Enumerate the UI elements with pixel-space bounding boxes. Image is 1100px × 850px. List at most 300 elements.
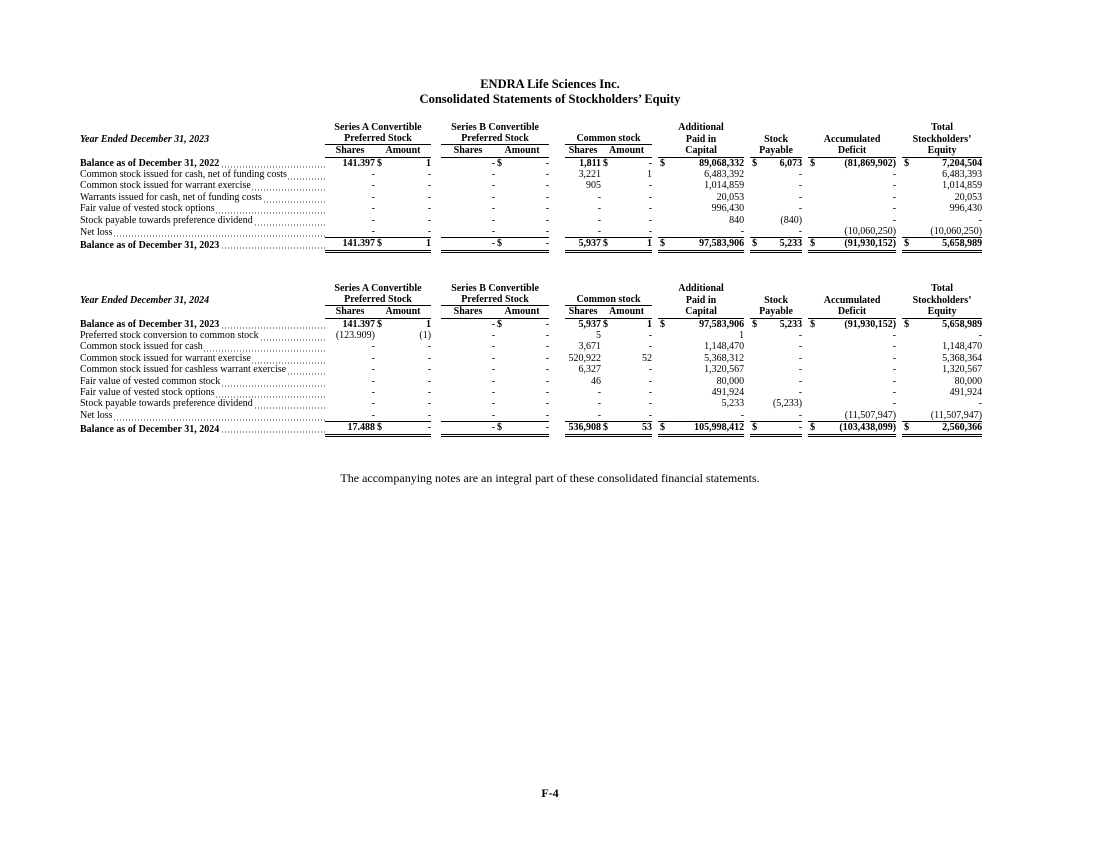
a-sh-cell: - — [371, 341, 375, 353]
b-dol-cell — [495, 203, 509, 214]
row-label-cell — [80, 341, 325, 352]
tot-cell: (11,507,947) — [916, 410, 982, 422]
tot-cell: 5,658,989 — [942, 318, 983, 330]
t-dol-cell — [902, 215, 916, 226]
series-a-header-1: Series A Convertible — [334, 122, 422, 133]
series-b-header-1: Series B Convertible — [451, 122, 539, 133]
deficit-header-2: Deficit — [808, 145, 896, 157]
tot-cell: 491,924 — [949, 387, 983, 399]
table-row — [80, 364, 982, 375]
c-sh-cell: 5,937 — [578, 318, 602, 330]
row-label-cell — [80, 387, 325, 398]
b-dol-cell — [495, 180, 509, 191]
p-dol-cell — [658, 180, 672, 191]
apic-cell: 89,068,332 — [699, 157, 745, 169]
table-row — [80, 226, 982, 238]
a-dol-cell — [375, 169, 389, 180]
table-row — [80, 169, 982, 180]
c-amt-cell: - — [615, 410, 652, 422]
b-sh-cell: - — [491, 330, 496, 342]
gap-cell — [549, 387, 565, 398]
shares-header: Shares — [441, 306, 495, 318]
sp-cell: 5,233 — [779, 318, 803, 330]
gap-cell — [549, 353, 565, 364]
a-sh-cell: - — [371, 352, 375, 364]
s-dol-cell — [750, 398, 764, 409]
series-b-header-1: Series B Convertible — [451, 283, 539, 294]
b-sh-cell: - — [491, 203, 496, 215]
table-row — [80, 376, 982, 387]
c-sh-cell: 536,908 — [565, 422, 601, 435]
gap-cell — [431, 422, 441, 435]
p-dol-cell — [658, 169, 672, 180]
gap-cell — [431, 410, 441, 422]
b-amt-cell: - — [509, 422, 549, 435]
header-spacer — [80, 283, 325, 294]
row-label-cell — [80, 203, 325, 214]
p-dol-cell — [658, 410, 672, 422]
b-dol-cell — [495, 376, 509, 387]
def-cell: - — [892, 203, 897, 215]
c-dol-cell — [601, 398, 615, 409]
apic-header-1: Additional — [678, 122, 724, 133]
s-dol-cell — [750, 180, 764, 191]
stock-payable-spacer — [750, 122, 802, 133]
gap-cell — [431, 318, 441, 330]
c-dol-cell — [601, 203, 615, 214]
shares-header: Shares — [325, 306, 375, 318]
d-dol-cell: $ — [810, 157, 816, 169]
tot-cell: - — [978, 398, 983, 410]
c-amt-cell: - — [648, 180, 653, 192]
row-label-cell — [80, 398, 325, 409]
a-dol-cell — [375, 364, 389, 375]
b-amt-cell: - — [509, 238, 549, 251]
row-label: Preferred stock conversion to common stock — [80, 330, 259, 342]
header-spacer — [80, 306, 325, 318]
c-dol-cell — [601, 180, 615, 191]
total-header-2: Stockholders’ — [912, 133, 972, 145]
p-dol-cell — [658, 226, 672, 238]
apic-header-1: Additional — [678, 283, 724, 294]
c-dol-cell — [601, 341, 615, 352]
a-dol-cell: $ — [377, 318, 382, 330]
a-sh-cell: (123.909) — [335, 330, 375, 342]
b-dol-cell: $ — [495, 238, 509, 251]
b-amt-cell: - — [545, 375, 550, 387]
a-sh-cell: - — [371, 387, 375, 399]
apic-cell: 20,053 — [716, 191, 745, 203]
s-dol-cell: $ — [752, 157, 758, 169]
a-dol-cell — [375, 215, 389, 226]
a-sh-cell: 17.488 — [325, 422, 375, 435]
table-row — [80, 203, 982, 214]
a-dol-cell — [375, 376, 389, 387]
row-label: Balance as of December 31, 2024 — [80, 423, 220, 435]
deficit-header-1: Accumulated — [823, 294, 881, 306]
gap-cell — [549, 238, 565, 251]
row-label: Common stock issued for warrant exercise — [80, 352, 251, 364]
gap-cell — [431, 180, 441, 191]
b-sh-cell: - — [491, 352, 496, 364]
apic-cell: 105,998,412 — [672, 422, 744, 435]
b-amt-cell: - — [509, 226, 549, 238]
c-dol-cell: $ — [601, 238, 615, 251]
c-amt-cell: 1 — [647, 169, 653, 181]
sp-cell: - — [764, 410, 802, 422]
shares-header: Shares — [441, 145, 495, 157]
gap-cell — [549, 330, 565, 341]
period-label: Year Ended December 31, 2024 — [80, 294, 210, 306]
table-row — [80, 398, 982, 409]
def-cell: - — [892, 180, 897, 192]
a-amt-cell: - — [427, 387, 432, 399]
b-dol-cell — [495, 387, 509, 398]
company-name: ENDRA Life Sciences Inc. — [480, 77, 620, 91]
d-dol-cell — [808, 192, 822, 203]
s-dol-cell — [750, 376, 764, 387]
a-sh-cell: 141.397 — [342, 318, 375, 330]
a-amt-cell: - — [427, 214, 432, 226]
gap-cell — [549, 318, 565, 330]
b-dol-cell — [495, 410, 509, 422]
sp-cell: - — [798, 169, 803, 181]
b-sh-cell: - — [491, 341, 496, 353]
b-amt-cell: - — [545, 318, 550, 330]
d-dol-cell — [808, 341, 822, 352]
gap-cell — [549, 215, 565, 226]
p-dol-cell — [658, 341, 672, 352]
def-cell: (91,930,152) — [822, 238, 896, 251]
sp-cell: (840) — [780, 214, 803, 226]
series-a-header-2: Preferred Stock — [325, 133, 431, 145]
table-row — [80, 157, 982, 169]
row-label-cell — [80, 180, 325, 191]
tot-cell: 1,014,859 — [942, 180, 983, 192]
a-dol-cell — [375, 180, 389, 191]
def-cell: - — [892, 364, 897, 376]
apic-cell: 5,368,312 — [704, 352, 745, 364]
def-cell: (91,930,152) — [844, 318, 897, 330]
table-row — [80, 192, 982, 203]
def-cell: - — [892, 398, 897, 410]
b-sh-cell: - — [441, 410, 495, 422]
t-dol-cell: $ — [904, 157, 910, 169]
d-dol-cell — [808, 364, 822, 375]
row-label: Common stock issued for cash — [80, 341, 203, 353]
gap-cell — [549, 226, 565, 238]
tot-cell: 20,053 — [954, 191, 983, 203]
def-cell: (11,507,947) — [822, 410, 896, 422]
def-cell: - — [892, 330, 897, 342]
gap-cell — [549, 192, 565, 203]
a-amt-cell: 1 — [426, 318, 432, 330]
s-dol-cell — [750, 364, 764, 375]
gap-cell — [431, 398, 441, 409]
apic-cell: 97,583,906 — [672, 238, 744, 251]
apic-cell: 1 — [739, 330, 745, 342]
s-dol-cell — [750, 226, 764, 238]
amount-header: Amount — [375, 306, 431, 318]
table-row — [80, 353, 982, 364]
t-dol-cell — [902, 330, 916, 341]
series-a-header-1: Series A Convertible — [334, 283, 422, 294]
tot-cell: 996,430 — [949, 203, 983, 215]
a-dol-cell: $ — [377, 157, 382, 169]
shares-header: Shares — [565, 306, 601, 318]
c-sh-cell: 6,327 — [578, 364, 602, 376]
b-amt-cell: - — [545, 157, 550, 169]
a-dol-cell — [375, 330, 389, 341]
gap — [431, 283, 441, 294]
s-dol-cell: $ — [752, 318, 758, 330]
s-dol-cell — [750, 387, 764, 398]
gap-cell — [431, 387, 441, 398]
common-stock-header: Common stock — [565, 133, 652, 145]
a-dol-cell — [375, 353, 389, 364]
equity-table-2 — [80, 283, 982, 437]
gap-cell — [431, 192, 441, 203]
c-sh-cell: 5,937 — [565, 238, 601, 251]
t-dol-cell — [902, 387, 916, 398]
d-dol-cell — [808, 169, 822, 180]
gap-cell — [549, 180, 565, 191]
a-dol-cell — [375, 387, 389, 398]
gap-cell — [431, 238, 441, 251]
c-sh-cell: - — [597, 398, 602, 410]
a-sh-cell: - — [371, 364, 375, 376]
c-amt-cell: - — [648, 191, 653, 203]
apic-cell: 491,924 — [711, 387, 745, 399]
a-amt-cell: - — [427, 341, 432, 353]
t-dol-cell — [902, 341, 916, 352]
tot-cell: 2,560,366 — [916, 422, 982, 435]
sp-cell: - — [798, 387, 803, 399]
table-row — [80, 341, 982, 352]
b-sh-cell: - — [491, 387, 496, 399]
t-dol-cell — [902, 226, 916, 238]
gap — [431, 145, 441, 157]
t-dol-cell — [902, 410, 916, 422]
c-sh-cell: - — [565, 410, 601, 422]
sp-cell: - — [798, 330, 803, 342]
p-dol-cell: $ — [660, 318, 666, 330]
t-dol-cell: $ — [904, 318, 910, 330]
c-amt-cell: - — [648, 341, 653, 353]
gap-cell — [549, 376, 565, 387]
series-b-header-2: Preferred Stock — [441, 133, 549, 145]
amount-header: Amount — [601, 306, 652, 318]
b-amt-cell: - — [545, 169, 550, 181]
tot-cell: (10,060,250) — [916, 226, 982, 238]
gap-cell — [431, 169, 441, 180]
c-amt-cell: - — [648, 157, 653, 169]
b-dol-cell: $ — [497, 318, 503, 330]
c-amt-cell: - — [648, 203, 653, 215]
b-sh-cell: - — [491, 180, 496, 192]
apic-cell: 6,483,392 — [704, 169, 745, 181]
period-label: Year Ended December 31, 2023 — [80, 133, 210, 145]
a-sh-cell: - — [371, 375, 375, 387]
gap — [431, 133, 441, 145]
d-dol-cell: $ — [808, 422, 822, 435]
gap — [549, 133, 565, 145]
a-dol-cell: $ — [375, 238, 389, 251]
row-label: Warrants issued for cash, net of funding costs — [80, 191, 262, 203]
c-dol-cell — [601, 387, 615, 398]
d-dol-cell — [808, 203, 822, 214]
table-row — [80, 387, 982, 398]
def-cell: (10,060,250) — [822, 226, 896, 238]
c-dol-cell — [601, 410, 615, 422]
b-dol-cell — [495, 353, 509, 364]
c-amt-cell: 52 — [642, 352, 653, 364]
table-row — [80, 422, 982, 435]
p-dol-cell — [658, 364, 672, 375]
c-sh-cell: 3,221 — [578, 169, 602, 181]
gap-cell — [549, 364, 565, 375]
a-sh-cell: 141.397 — [325, 238, 375, 251]
c-dol-cell: $ — [603, 318, 609, 330]
d-dol-cell — [808, 215, 822, 226]
gap-cell — [431, 157, 441, 169]
row-label-cell — [80, 215, 325, 226]
p-dol-cell — [658, 387, 672, 398]
c-amt-cell: 1 — [647, 318, 653, 330]
gap-cell — [431, 376, 441, 387]
tot-cell: 5,368,364 — [942, 352, 983, 364]
table-row — [80, 215, 982, 226]
row-label: Common stock issued for warrant exercise — [80, 180, 251, 192]
gap — [431, 294, 441, 306]
c-sh-cell: - — [597, 214, 602, 226]
page-number: F-4 — [541, 786, 559, 800]
b-dol-cell — [495, 364, 509, 375]
a-dol-cell — [375, 226, 389, 238]
row-label-cell — [80, 192, 325, 203]
common-stock-header: Common stock — [565, 294, 652, 306]
gap-cell — [431, 353, 441, 364]
t-dol-cell — [902, 203, 916, 214]
b-dol-cell: $ — [495, 422, 509, 435]
c-sh-cell: 5 — [596, 330, 602, 342]
row-label-cell — [80, 226, 325, 238]
b-sh-cell: - — [491, 214, 496, 226]
row-label: Stock payable towards preference dividend — [80, 398, 253, 410]
c-dol-cell — [601, 364, 615, 375]
p-dol-cell — [658, 192, 672, 203]
amount-header: Amount — [375, 145, 431, 157]
gap — [431, 122, 441, 133]
b-amt-cell: - — [545, 341, 550, 353]
b-dol-cell — [495, 192, 509, 203]
d-dol-cell — [808, 387, 822, 398]
b-amt-cell: - — [545, 330, 550, 342]
gap-cell — [549, 398, 565, 409]
s-dol-cell — [750, 192, 764, 203]
b-amt-cell: - — [545, 191, 550, 203]
a-sh-cell: - — [371, 169, 375, 181]
a-amt-cell: - — [427, 375, 432, 387]
statement-title: Consolidated Statements of Stockholders’ Equity — [419, 92, 681, 106]
total-header-3: Equity — [902, 145, 982, 157]
deficit-header-1: Accumulated — [823, 133, 881, 145]
d-dol-cell — [808, 180, 822, 191]
sp-cell: (5,233) — [772, 398, 803, 410]
t-dol-cell: $ — [902, 422, 916, 435]
s-dol-cell — [750, 410, 764, 422]
row-label-cell — [80, 169, 325, 180]
deficit-header-2: Deficit — [808, 306, 896, 318]
tot-cell: - — [978, 214, 983, 226]
stock-payable-header-1: Stock — [764, 294, 789, 306]
stock-payable-spacer — [750, 283, 802, 294]
p-dol-cell — [658, 215, 672, 226]
gap-cell — [549, 169, 565, 180]
b-sh-cell: - — [491, 318, 496, 330]
a-amt-cell: - — [427, 203, 432, 215]
c-sh-cell: 520,922 — [568, 352, 602, 364]
table-row — [80, 180, 982, 191]
tot-cell: 1,320,567 — [942, 364, 983, 376]
tot-cell: 6,483,393 — [942, 169, 983, 181]
c-sh-cell: - — [565, 226, 601, 238]
s-dol-cell: $ — [750, 238, 764, 251]
tot-cell: 5,658,989 — [916, 238, 982, 251]
sp-cell: - — [798, 364, 803, 376]
c-sh-cell: 1,811 — [579, 157, 602, 169]
p-dol-cell — [658, 330, 672, 341]
t-dol-cell — [902, 180, 916, 191]
gap — [549, 122, 565, 133]
apic-cell: 5,233 — [721, 398, 745, 410]
b-dol-cell — [495, 341, 509, 352]
sp-cell: - — [764, 422, 802, 435]
c-amt-cell: - — [648, 214, 653, 226]
row-label-cell — [80, 157, 325, 169]
def-cell: - — [892, 191, 897, 203]
c-amt-cell: - — [648, 364, 653, 376]
tot-cell: - — [978, 330, 983, 342]
c-amt-cell: - — [648, 398, 653, 410]
s-dol-cell — [750, 215, 764, 226]
row-label: Balance as of December 31, 2022 — [80, 157, 220, 169]
a-sh-cell: - — [371, 214, 375, 226]
p-dol-cell: $ — [660, 157, 666, 169]
c-dol-cell — [601, 376, 615, 387]
b-sh-cell: - — [441, 422, 495, 435]
apic-cell: 840 — [729, 214, 745, 226]
apic-header-3: Capital — [658, 145, 744, 157]
stock-payable-header-2: Payable — [750, 145, 802, 157]
gap — [549, 145, 565, 157]
row-label-cell — [80, 376, 325, 387]
c-amt-cell: - — [648, 375, 653, 387]
c-amt-cell: 53 — [615, 422, 652, 435]
a-sh-cell: - — [325, 226, 375, 238]
row-label-cell — [80, 330, 325, 341]
total-header-1: Total — [931, 122, 953, 133]
c-dol-cell — [601, 169, 615, 180]
a-sh-cell: - — [371, 203, 375, 215]
gap-cell — [431, 330, 441, 341]
d-dol-cell — [808, 376, 822, 387]
t-dol-cell — [902, 364, 916, 375]
equity-table-1 — [80, 122, 982, 253]
a-dol-cell: $ — [375, 422, 389, 435]
t-dol-cell — [902, 169, 916, 180]
b-amt-cell: - — [509, 410, 549, 422]
